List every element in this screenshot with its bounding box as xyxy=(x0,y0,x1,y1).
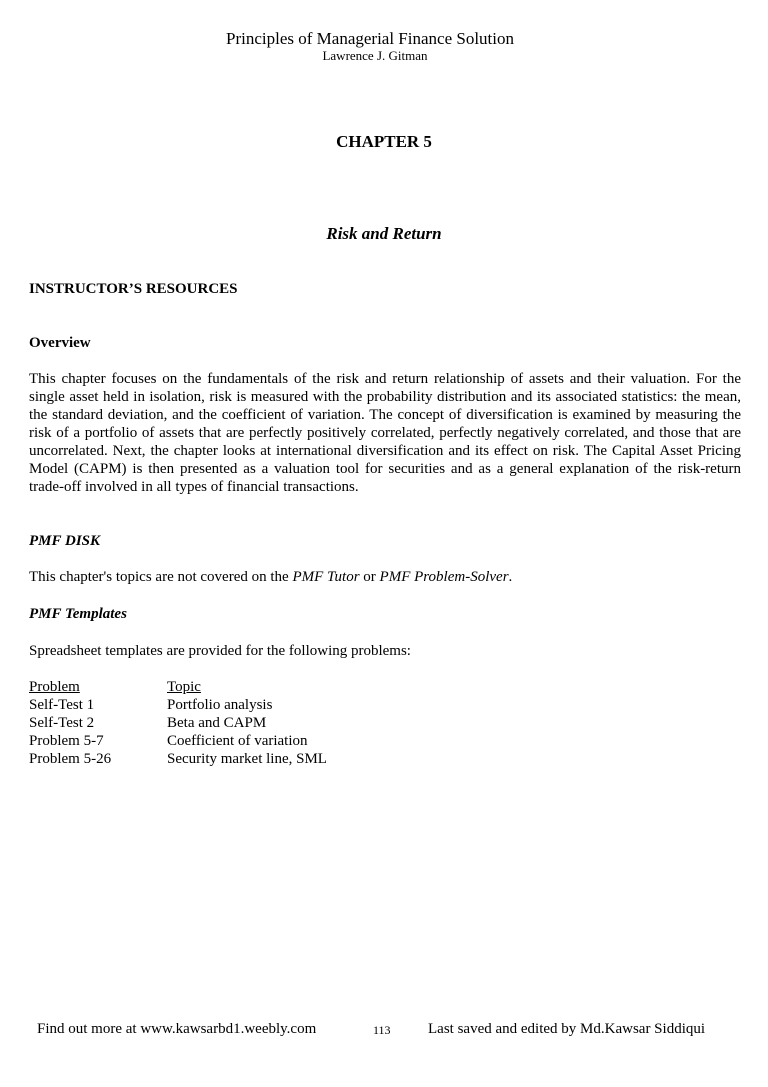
table-row xyxy=(29,750,467,768)
topic-cell: Coefficient of variation xyxy=(167,733,308,749)
overview-heading: Overview xyxy=(29,335,91,351)
pmf-problem-solver-name: PMF Problem-Solver xyxy=(379,569,509,585)
table-header-row xyxy=(29,678,467,696)
overview-paragraph: This chapter focuses on the fundamentals of the risk and return relationship of assets and their valuation. For the single asset held in isolation, risk is measured with the probability distribution and its associated statistics: the mean, the standard deviation, and the coefficient of variation. The concept of diversification is examined by measuring the risk of a portfolio of assets that are perfectly positively correlated, perfectly negatively correlated, and those that are uncorrelated. Next, the chapter looks at international diversification and its effect on risk. The Capital Asset Pricing Model (CAPM) is then presented as a valuation tool for securities and as a general explanation of the risk-return trade-off involved in all types of financial transactions. xyxy=(29,371,741,495)
problem-column-header: Problem xyxy=(29,679,80,695)
problem-cell: Self-Test 1 xyxy=(29,697,95,713)
topic-column-header: Topic xyxy=(167,679,201,695)
footer-credit-text: Last saved and edited by Md.Kawsar Siddiqui xyxy=(428,1021,706,1037)
chapter-title: Risk and Return xyxy=(326,224,442,243)
page-number: 113 xyxy=(373,1023,391,1037)
chapter-number: CHAPTER 5 xyxy=(336,132,432,151)
pmf-disk-text-part: or xyxy=(359,569,380,585)
instructors-resources-heading: INSTRUCTOR’S RESOURCES xyxy=(29,281,238,297)
problem-cell: Problem 5-7 xyxy=(29,733,104,749)
table-row xyxy=(29,732,467,750)
problem-cell: Problem 5-26 xyxy=(29,751,112,767)
pmf-tutor-name: PMF Tutor xyxy=(292,569,360,585)
footer-website-text: Find out more at www.kawsarbd1.weebly.com xyxy=(37,1021,317,1037)
pmf-templates-heading: PMF Templates xyxy=(29,606,127,622)
pmf-disk-text-part: . xyxy=(508,569,513,585)
pmf-disk-text-part: This chapter's topics are not covered on the xyxy=(29,569,293,585)
problem-cell: Self-Test 2 xyxy=(29,715,95,731)
topic-cell: Security market line, SML xyxy=(167,751,327,767)
table-row xyxy=(29,714,467,732)
pmf-disk-paragraph xyxy=(29,568,741,586)
header-title: Principles of Managerial Finance Solution xyxy=(226,29,514,48)
pmf-disk-heading: PMF DISK xyxy=(29,533,101,549)
templates-table xyxy=(29,678,467,768)
header-author: Lawrence J. Gitman xyxy=(322,48,428,63)
topic-cell: Beta and CAPM xyxy=(167,715,267,731)
table-row xyxy=(29,696,467,714)
topic-cell: Portfolio analysis xyxy=(167,697,273,713)
pmf-templates-paragraph: Spreadsheet templates are provided for the following problems: xyxy=(29,643,411,659)
